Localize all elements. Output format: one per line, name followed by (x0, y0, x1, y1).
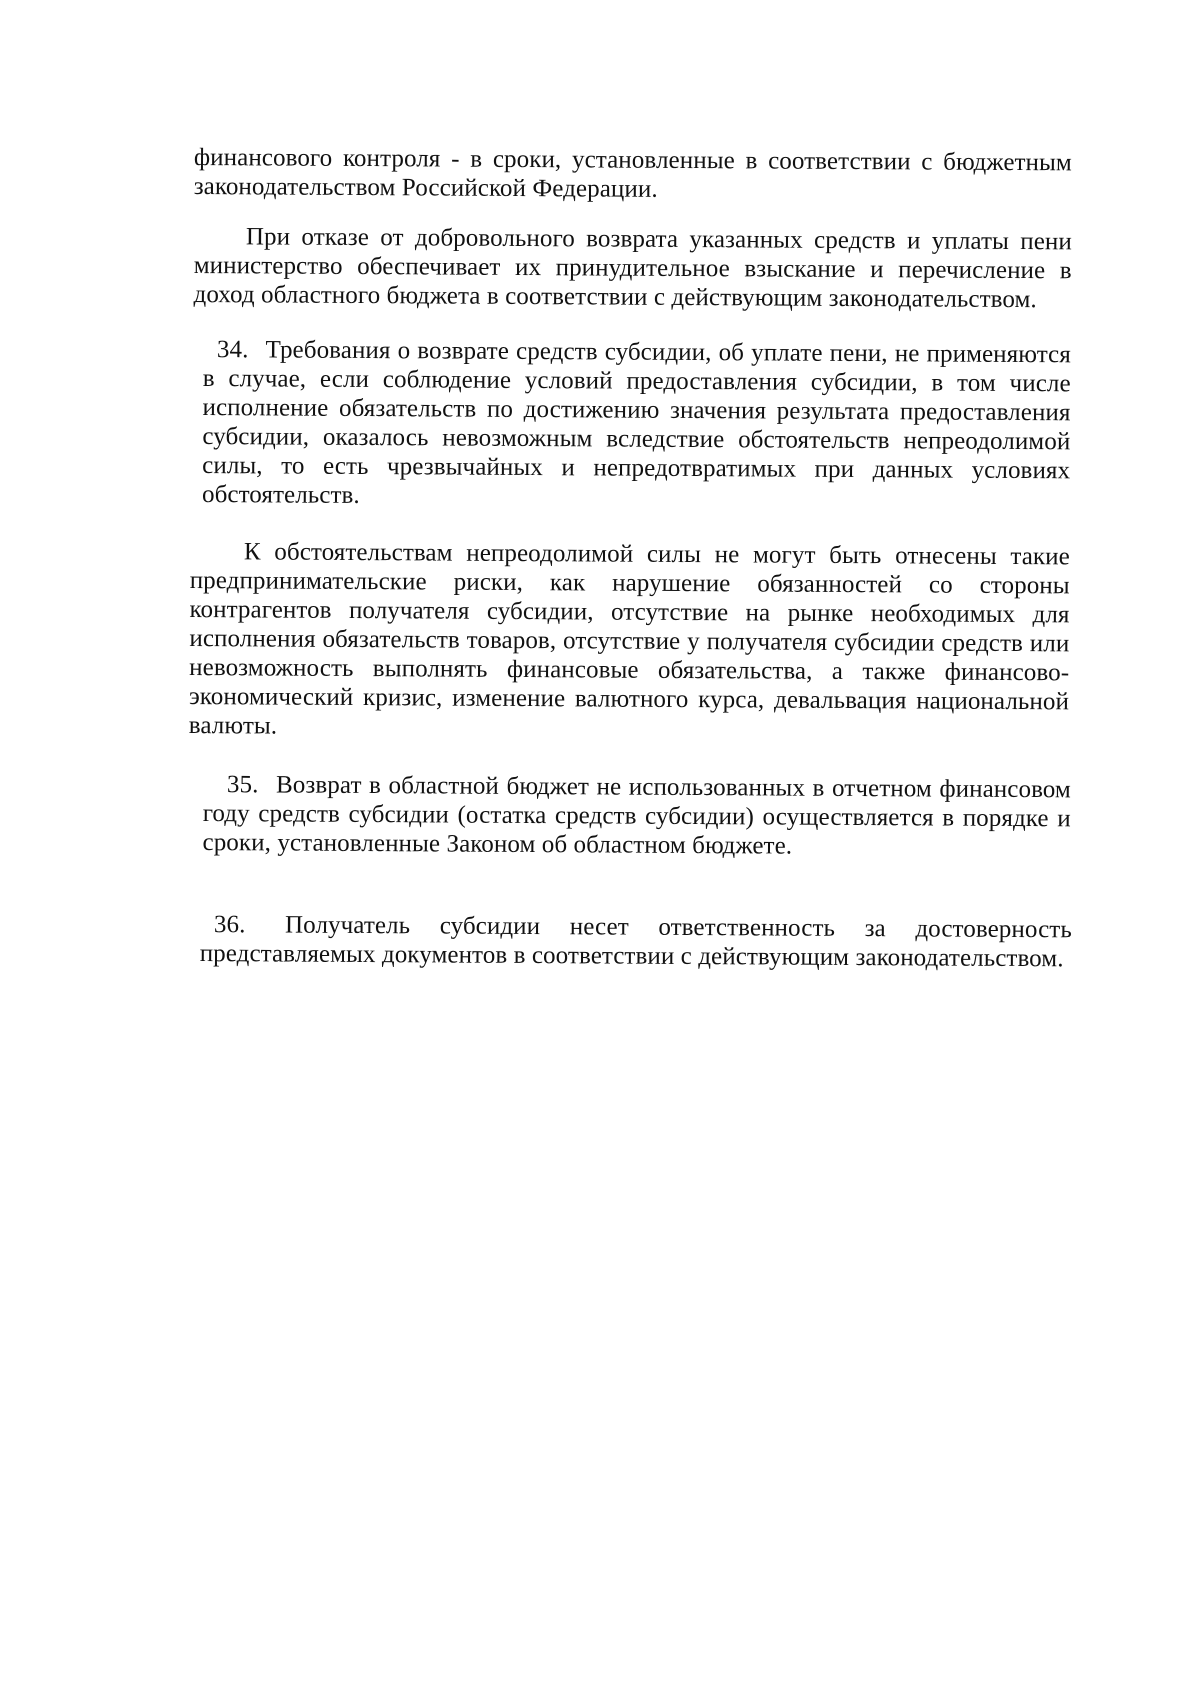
paragraph-text: При отказе от добровольного возврата указанных средств и уплаты пени министерство обеспечивает их принудительное взыскание и перечисление в доход областного бюджета в соответствии с действующим законодательством. (193, 223, 1072, 314)
paragraph-34 (202, 335, 1071, 514)
paragraph-number: 35. (226, 771, 259, 799)
paragraph-36 (200, 910, 1072, 973)
paragraph-text: Возврат в областной бюджет не использованных в отчетном финансовом году средств субсидии (остатка средств субсидии) осуществляется в порядке и сроки, установленные Законом об областном бюджете. (202, 771, 1071, 860)
paragraph-forced-recovery (193, 222, 1072, 314)
paragraph-number: 34. (216, 336, 249, 364)
paragraph-number: 36. (213, 911, 246, 939)
paragraph-text: Требования о возврате средств субсидии, об уплате пени, не применяются в случае, если соблюдение условий предоставления субсидии, в том числе исполнение обязательств по достижению значения результата предоставления субсидии, оказалось невозможным вследствие обстоятельств непреодолимой силы, то есть чрезвычайных и непредотвратимых при данных условиях обстоятельств. (201, 336, 1071, 509)
paragraph-text: К обстоятельствам непреодолимой силы не могут быть отнесены такие предпринимательские риски, как нарушение обязанностей со стороны контрагентов получателя субсидии, отсутствие на рынке необходимых для исполнения обязательств товаров, отсутствие у получателя субсидии средств или невозможность выполнять финансовые обязательства, а также финансово-экономический кризис, изменение валютного курса, девальвация национальной валюты. (188, 538, 1070, 740)
paragraph-35 (202, 770, 1071, 862)
paragraph-control-terms (194, 143, 1072, 206)
paragraph-text: Получатель субсидии несет ответственность за достоверность представляемых документов в соответствии с действующим законодательством. (199, 911, 1072, 973)
paragraph-text: финансового контроля - в сроки, установленные в соответствии с бюджетным законодательством Российской Федерации. (193, 143, 1072, 203)
paragraph-force-majeure-exclusions (189, 537, 1070, 745)
